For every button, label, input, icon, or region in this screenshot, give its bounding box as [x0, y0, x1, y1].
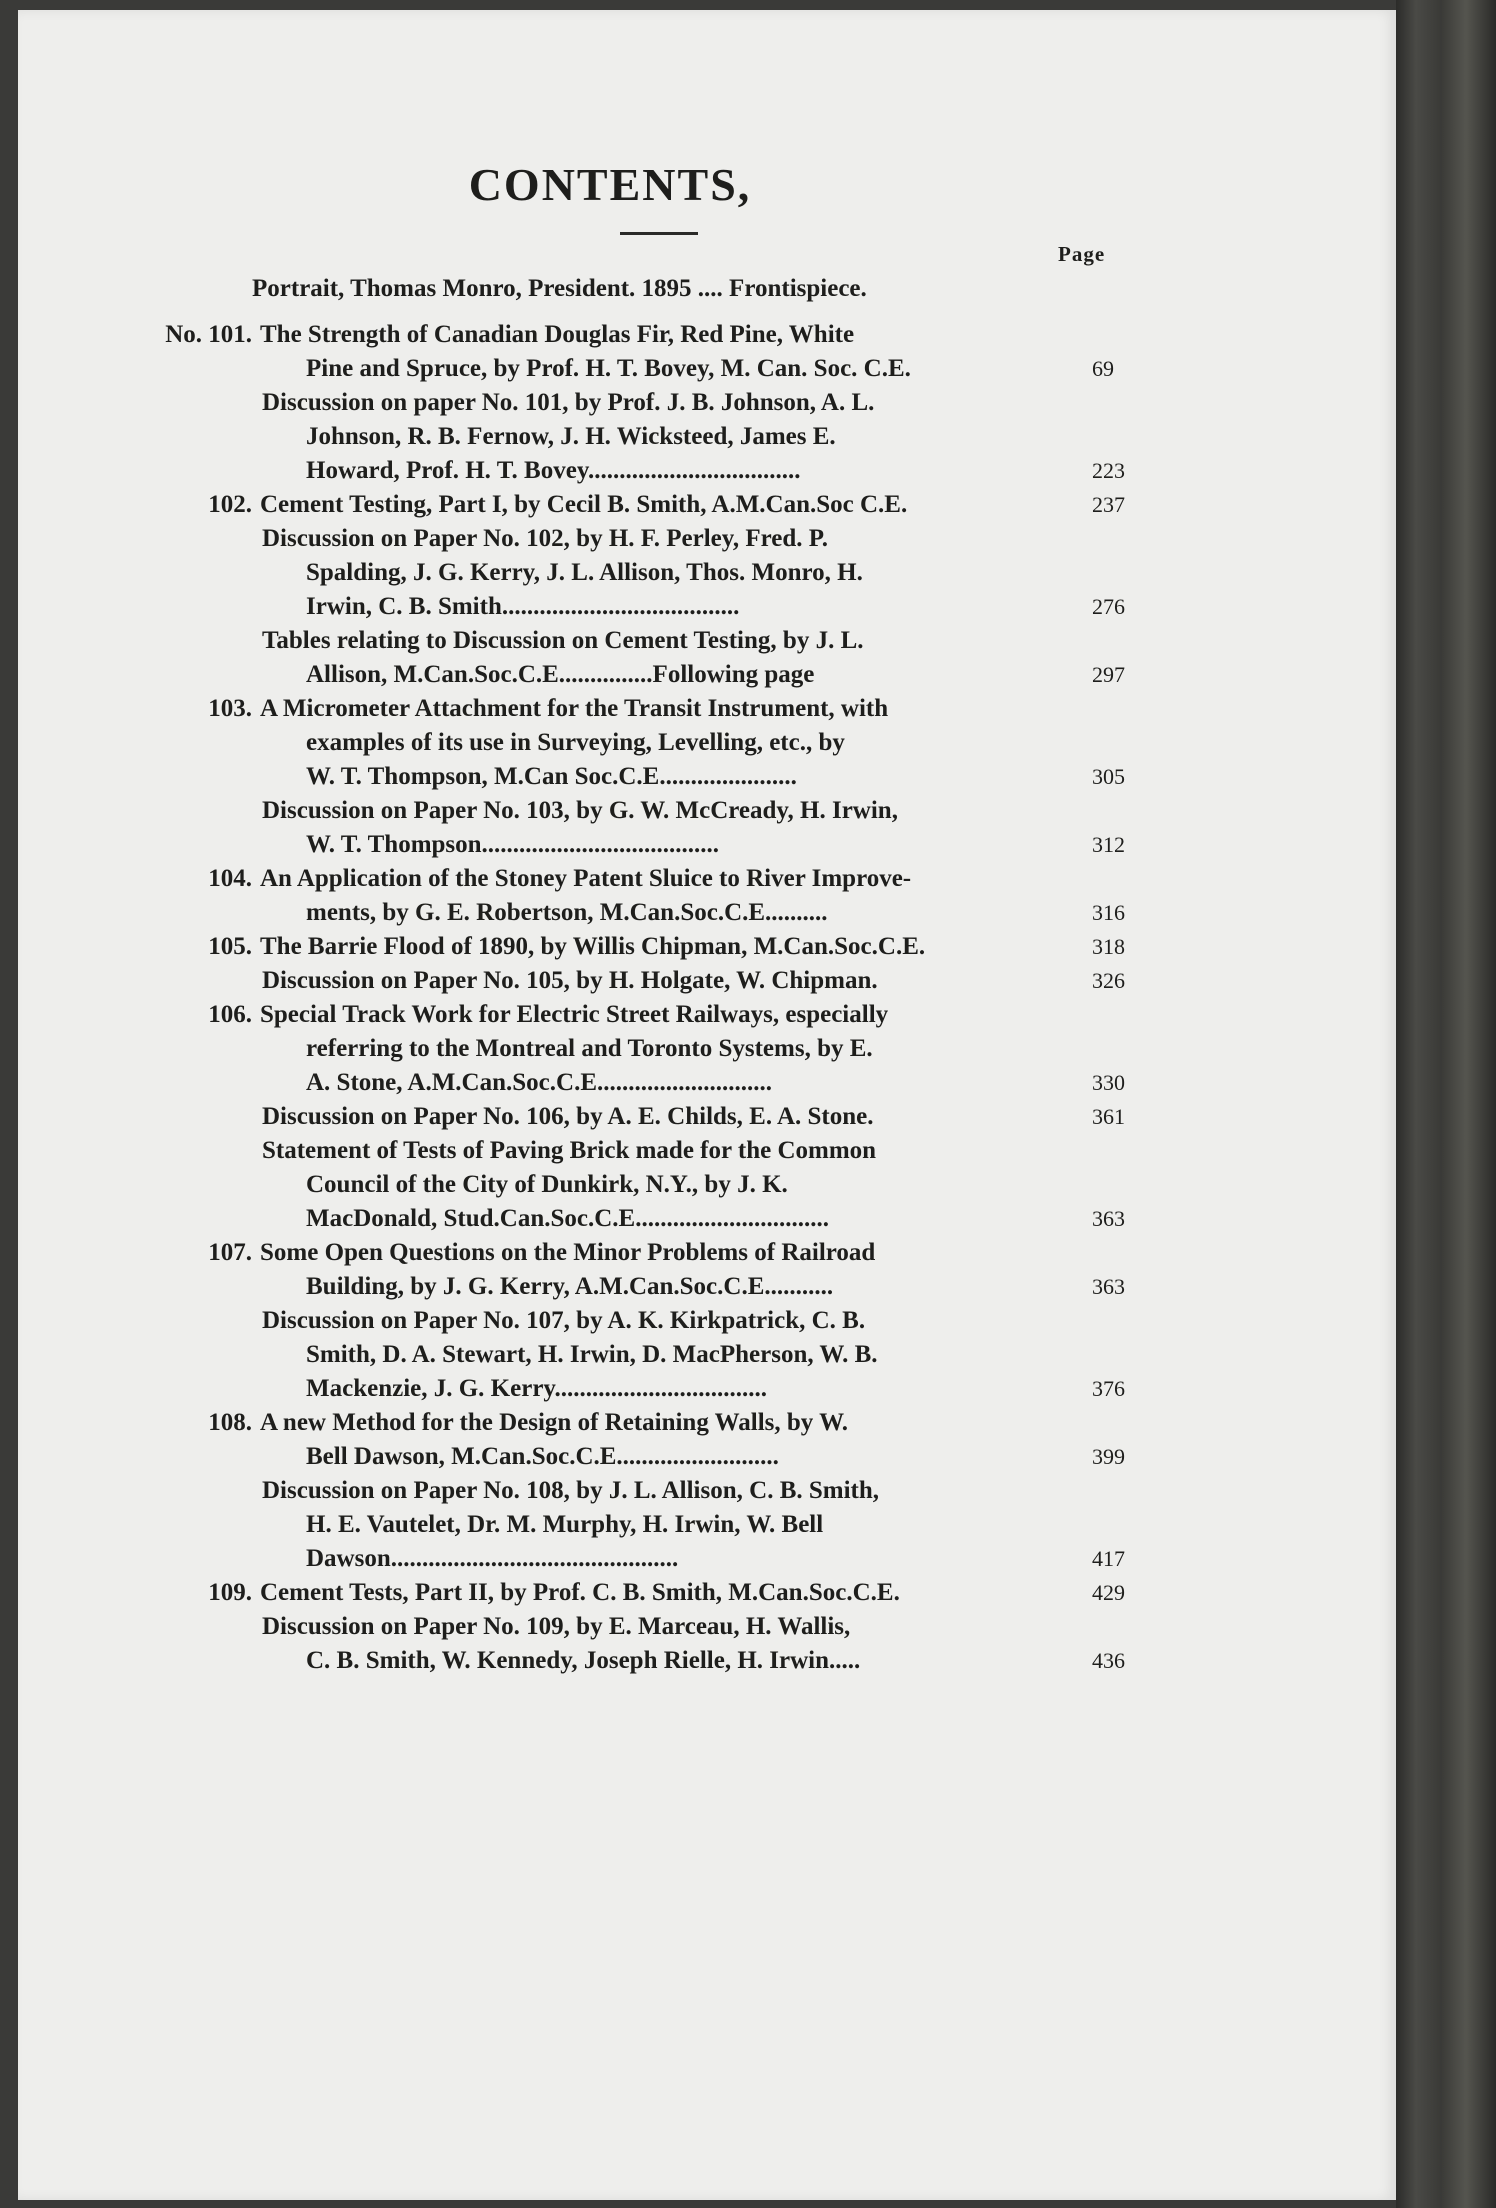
toc-entry-line: Pine and Spruce, by Prof. H. T. Bovey, M. Can. Soc. C.E.: [306, 355, 911, 382]
toc-entry-line: Statement of Tests of Paving Brick made for the Common: [262, 1137, 877, 1164]
toc-entry-line: Spalding, J. G. Kerry, J. L. Allison, Thos. Monro, H.: [306, 559, 863, 586]
toc-entry-line: referring to the Montreal and Toronto Systems, by E.: [306, 1035, 873, 1062]
toc-entry-line: W. T. Thompson, M.Can Soc.C.E......................: [306, 763, 797, 790]
toc-entry-number: 103.: [208, 695, 252, 722]
toc-page-number: 297: [1092, 662, 1125, 687]
toc-entry-line: Howard, Prof. H. T. Bovey..................................: [306, 457, 801, 484]
frontispiece-entry: Portrait, Thomas Monro, President. 1895 .... Frontispiece.: [252, 275, 867, 302]
toc-entry-line: Discussion on Paper No. 108, by J. L. Allison, C. B. Smith,: [262, 1477, 880, 1504]
toc-entry-line: Special Track Work for Electric Street Railways, especially: [260, 1001, 889, 1028]
toc-entry-line: A new Method for the Design of Retaining Walls, by W.: [260, 1409, 849, 1436]
toc-entry-line: The Barrie Flood of 1890, by Willis Chipman, M.Can.Soc.C.E.: [260, 933, 926, 960]
toc-page-number: 429: [1092, 1580, 1125, 1605]
toc-entry-line: Building, by J. G. Kerry, A.M.Can.Soc.C.E...........: [306, 1273, 834, 1300]
toc-entry-line: Johnson, R. B. Fernow, J. H. Wicksteed, James E.: [306, 423, 836, 450]
toc-entry-line: Some Open Questions on the Minor Problems of Railroad: [260, 1239, 876, 1266]
toc-entry-line: Cement Tests, Part II, by Prof. C. B. Smith, M.Can.Soc.C.E.: [260, 1579, 900, 1606]
toc-entry-number: No. 101.: [165, 321, 252, 348]
toc-page-number: 363: [1092, 1274, 1125, 1299]
toc-entry-line: Discussion on Paper No. 106, by A. E. Childs, E. A. Stone.: [262, 1103, 874, 1130]
toc-entry-line: Council of the City of Dunkirk, N.Y., by J. K.: [306, 1171, 788, 1198]
toc-page-number: 361: [1092, 1104, 1125, 1129]
toc-page-number: 312: [1092, 832, 1125, 857]
book-spine: [1396, 0, 1496, 2208]
toc-page-number: 330: [1092, 1070, 1125, 1095]
toc-page-number: 318: [1092, 934, 1125, 959]
toc-entry-number: 102.: [208, 491, 252, 518]
toc-entry-line: Cement Testing, Part I, by Cecil B. Smith, A.M.Can.Soc C.E.: [260, 491, 908, 518]
toc-entry-line: A Micrometer Attachment for the Transit Instrument, with: [260, 695, 889, 722]
toc-entry-number: 108.: [208, 1409, 252, 1436]
toc-entry-line: Smith, D. A. Stewart, H. Irwin, D. MacPherson, W. B.: [306, 1341, 878, 1368]
page-title: CONTENTS,: [468, 159, 752, 210]
toc-entry-line: Discussion on Paper No. 107, by A. K. Kirkpatrick, C. B.: [262, 1307, 866, 1334]
toc-page-number: 69: [1092, 356, 1114, 381]
toc-page-number: 326: [1092, 968, 1125, 993]
toc-entry-number: 107.: [208, 1239, 252, 1266]
toc-entry-line: W. T. Thompson......................................: [306, 831, 720, 858]
toc-entry-line: Discussion on Paper No. 103, by G. W. McCready, H. Irwin,: [262, 797, 898, 824]
toc-entry-line: Discussion on Paper No. 102, by H. F. Perley, Fred. P.: [262, 525, 829, 552]
title-rule: [620, 232, 698, 235]
toc-entry-line: examples of its use in Surveying, Levelling, etc., by: [306, 729, 845, 756]
toc-page-number: 276: [1092, 594, 1125, 619]
toc-entry-line: An Application of the Stoney Patent Sluice to River Improve-: [260, 865, 912, 892]
toc-page-number: 223: [1092, 458, 1125, 483]
toc-entry-line: Discussion on Paper No. 105, by H. Holgate, W. Chipman.: [262, 967, 878, 994]
toc-entry-number: 109.: [208, 1579, 252, 1606]
toc-entry-line: MacDonald, Stud.Can.Soc.C.E...............................: [306, 1205, 829, 1232]
toc-page-number: 363: [1092, 1206, 1125, 1231]
toc-entry-line: H. E. Vautelet, Dr. M. Murphy, H. Irwin, W. Bell: [306, 1511, 824, 1538]
toc-entry-line: Tables relating to Discussion on Cement Testing, by J. L.: [262, 627, 864, 654]
toc-page-number: 305: [1092, 764, 1125, 789]
toc-entry-number: 106.: [208, 1001, 252, 1028]
toc-entry-line: Allison, M.Can.Soc.C.E...............Following page: [306, 661, 815, 688]
toc-page-number: 436: [1092, 1648, 1125, 1673]
toc-entry-line: Dawson..............................................: [306, 1545, 679, 1572]
toc-entry-line: Mackenzie, J. G. Kerry..................................: [306, 1375, 768, 1402]
toc-page-number: 417: [1092, 1546, 1125, 1571]
toc-entry-line: C. B. Smith, W. Kennedy, Joseph Rielle, H. Irwin.....: [306, 1647, 861, 1674]
page-column-header: Page: [1058, 242, 1106, 266]
toc-entry-line: Irwin, C. B. Smith......................................: [306, 593, 740, 620]
toc-page-number: 316: [1092, 900, 1125, 925]
toc-entry-line: ments, by G. E. Robertson, M.Can.Soc.C.E..........: [306, 899, 828, 926]
toc-entry-number: 104.: [208, 865, 252, 892]
toc-entry-line: The Strength of Canadian Douglas Fir, Red Pine, White: [260, 321, 855, 348]
toc-entry-line: Discussion on Paper No. 109, by E. Marceau, H. Wallis,: [262, 1613, 851, 1640]
toc-entry-line: Discussion on paper No. 101, by Prof. J. B. Johnson, A. L.: [262, 389, 875, 416]
toc-page-number: 399: [1092, 1444, 1125, 1469]
toc-page-number: 376: [1092, 1376, 1125, 1401]
toc-entry-line: A. Stone, A.M.Can.Soc.C.E............................: [306, 1069, 772, 1096]
toc-page-number: 237: [1092, 492, 1125, 517]
toc-entry-line: Bell Dawson, M.Can.Soc.C.E..........................: [306, 1443, 779, 1470]
toc-entry-number: 105.: [208, 933, 252, 960]
